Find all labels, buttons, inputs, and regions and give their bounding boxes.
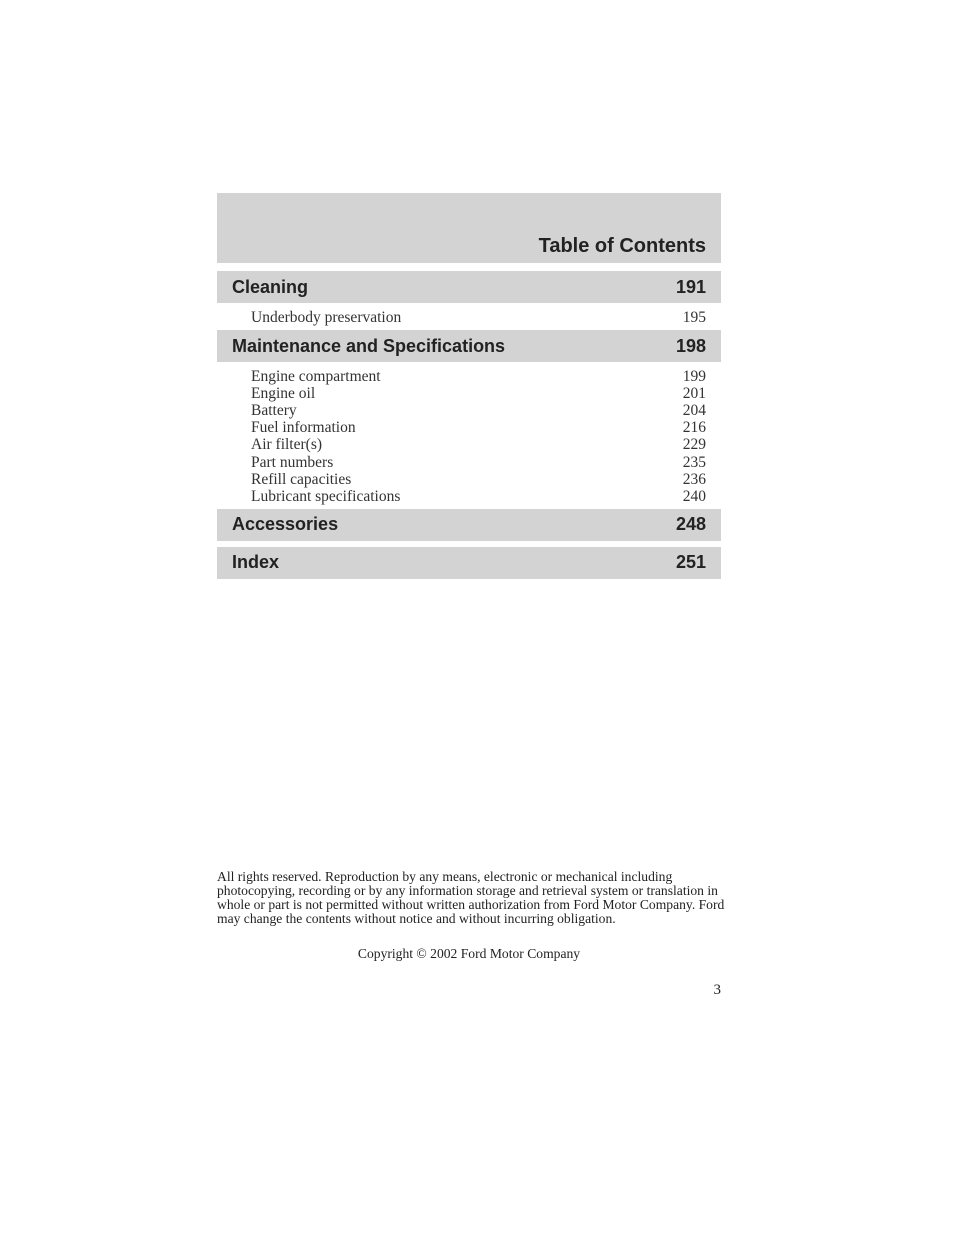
toc-entry[interactable] xyxy=(251,454,706,471)
entry-page: 199 xyxy=(682,368,706,386)
toc-entry[interactable] xyxy=(251,309,706,326)
entry-page: 240 xyxy=(682,487,706,505)
entry-page: 201 xyxy=(682,385,706,403)
page-number: 3 xyxy=(713,982,721,998)
entry-page: 236 xyxy=(682,470,706,488)
toc-entry[interactable] xyxy=(251,471,706,488)
toc-entry[interactable] xyxy=(251,436,706,453)
entry-label: Air filter(s) xyxy=(251,436,323,454)
toc-entry[interactable] xyxy=(251,419,706,436)
section-title: Accessories xyxy=(232,514,339,535)
entry-page: 216 xyxy=(682,419,706,437)
entry-label: Battery xyxy=(251,402,297,420)
section-title: Maintenance and Specifications xyxy=(232,335,506,356)
entry-page: 195 xyxy=(682,309,706,326)
entry-label: Engine compartment xyxy=(251,368,381,386)
page-title: Table of Contents xyxy=(538,235,706,257)
entry-page: 204 xyxy=(682,402,706,420)
entry-page: 229 xyxy=(682,436,706,454)
section-title: Cleaning xyxy=(232,276,309,297)
toc-entry[interactable] xyxy=(251,488,706,505)
toc-header xyxy=(217,193,721,263)
entry-label: Refill capacities xyxy=(251,470,352,488)
entry-page: 235 xyxy=(682,453,706,471)
entry-label: Underbody preservation xyxy=(251,309,402,326)
entry-label: Engine oil xyxy=(251,385,316,403)
toc-entry[interactable] xyxy=(251,368,706,385)
section-index[interactable] xyxy=(217,547,721,579)
legal-notice: All rights reserved. Reproduction by any means, electronic or mechanical including photocopying, recording or by any information storage and retrieval system or translation in whole or part is not permitted without written authorization from Ford Motor Company. Ford may change the contents without notice and without incurring obligation. xyxy=(217,869,725,926)
toc-entry[interactable] xyxy=(251,385,706,402)
subsection-list xyxy=(217,362,721,509)
spacer xyxy=(217,263,721,271)
copyright-line: Copyright © 2002 Ford Motor Company xyxy=(357,946,581,961)
entry-label: Fuel information xyxy=(251,419,356,437)
section-title: Index xyxy=(232,552,280,573)
toc-entry[interactable] xyxy=(251,402,706,419)
section-maintenance[interactable] xyxy=(217,330,721,362)
section-page: 248 xyxy=(675,514,706,535)
subsection-list xyxy=(217,303,721,330)
section-accessories[interactable] xyxy=(217,509,721,541)
entry-label: Lubricant specifications xyxy=(251,487,401,505)
section-page: 191 xyxy=(675,276,706,297)
section-page: 198 xyxy=(675,335,706,356)
table-of-contents xyxy=(217,193,721,579)
section-page: 251 xyxy=(675,552,706,573)
section-cleaning[interactable] xyxy=(217,271,721,303)
entry-label: Part numbers xyxy=(251,453,334,471)
